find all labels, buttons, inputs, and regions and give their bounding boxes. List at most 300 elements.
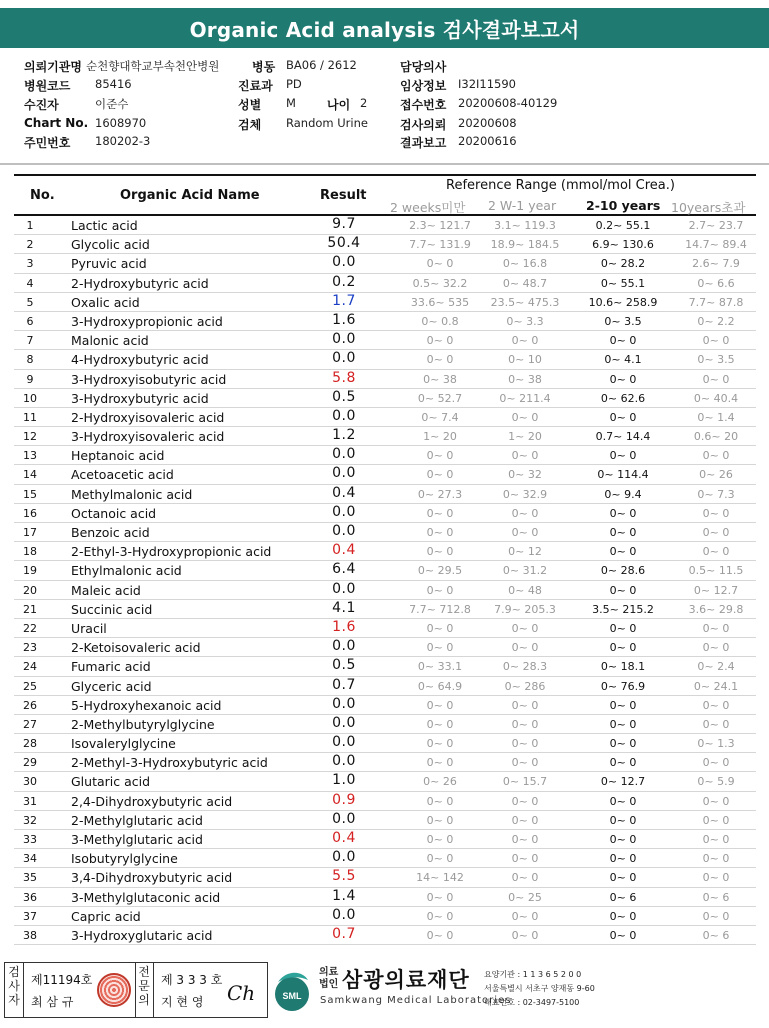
ref-range-title: Reference Range (mmol/mol Crea.) — [446, 178, 675, 193]
ref-range-2w-1y: 0~ 25 — [508, 890, 542, 904]
acid-name: 2-Ethyl-3-Hydroxypropionic acid — [71, 544, 272, 560]
ref-range-under-2w: 0~ 0 — [426, 698, 454, 712]
row-number: 32 — [23, 813, 37, 827]
org-type: 의료 법인 — [319, 967, 339, 990]
acid-name: 2-Ketoisovaleric acid — [71, 640, 201, 656]
ref-range-under-2w: 0~ 29.5 — [417, 564, 463, 578]
ref-range-2w-1y: 0~ 0 — [511, 334, 539, 348]
ref-range-2-10y: 0~ 28.2 — [600, 257, 646, 271]
ref-range-2w-1y: 0~ 28.3 — [502, 660, 548, 674]
acid-name: Uracil — [71, 620, 107, 636]
recipient-value: 이준수 — [95, 97, 129, 111]
org-code: 요양기관 : 1 1 3 6 5 2 0 0 — [484, 970, 582, 979]
ref-range-2-10y: 0~ 0 — [609, 698, 637, 712]
table-header — [14, 174, 756, 216]
result-value: 0.2 — [332, 273, 356, 290]
ref-range-over-10y: 0~ 0 — [702, 621, 730, 635]
row-number: 12 — [23, 430, 37, 444]
ref-range-over-10y: 0~ 0 — [702, 909, 730, 923]
ref-range-2-10y: 0~ 0 — [609, 928, 637, 942]
result-value: 1.0 — [332, 772, 356, 789]
table-row — [14, 408, 756, 427]
ref-range-under-2w: 0~ 0 — [426, 583, 454, 597]
ref-range-over-10y: 0~ 0 — [702, 833, 730, 846]
ref-range-under-2w: 0~ 0 — [426, 852, 454, 866]
ref-range-under-2w: 0~ 0 — [426, 890, 454, 904]
col-no-header: No. — [30, 188, 55, 203]
result-value: 0.0 — [332, 638, 356, 655]
table-row — [14, 370, 756, 389]
row-number: 2 — [26, 238, 34, 252]
result-value: 0.0 — [332, 810, 356, 827]
table-row — [14, 331, 756, 350]
ref-range-2-10y: 0~ 0 — [609, 833, 637, 846]
ref-range-2-10y: 0~ 76.9 — [600, 679, 646, 693]
ref-range-over-10y: 0~ 1.3 — [697, 737, 735, 751]
acid-name: Malonic acid — [71, 333, 149, 349]
ref-range-2w-1y: 0~ 0 — [511, 871, 539, 885]
result-value: 0.5 — [332, 657, 356, 674]
ref-range-2-10y: 0~ 28.6 — [600, 564, 646, 578]
ref-range-under-2w: 14~ 142 — [416, 871, 464, 885]
id-value: 180202-3 — [95, 134, 151, 148]
ref-range-over-10y: 0~ 0 — [702, 717, 730, 731]
acid-name: 5-Hydroxyhexanoic acid — [71, 697, 222, 713]
table-row — [14, 235, 756, 254]
ref-range-under-2w: 0~ 33.1 — [417, 660, 463, 674]
ref-range-over-10y: 0~ 0 — [702, 506, 730, 520]
sml-logo-icon — [272, 968, 312, 1012]
acid-name: Pyruvic acid — [71, 256, 147, 272]
ref-range-under-2w: 0~ 0 — [426, 621, 454, 635]
ref-range-over-10y: 0~ 7.3 — [697, 487, 735, 501]
ref-range-2w-1y: 23.5~ 475.3 — [490, 295, 560, 309]
col-name-header: Organic Acid Name — [120, 188, 260, 203]
row-number: 4 — [26, 276, 34, 290]
acid-name: Glutaric acid — [71, 774, 151, 790]
table-row — [14, 427, 756, 446]
specialist-license: 제 3 3 3 호 — [161, 973, 223, 987]
result-value: 0.0 — [332, 465, 356, 482]
col-result-header: Result — [320, 188, 367, 203]
ref-range-under-2w: 0~ 0 — [426, 641, 454, 655]
ref-range-under-2w: 7.7~ 131.9 — [409, 238, 471, 252]
ref-range-under-2w: 7.7~ 712.8 — [409, 602, 471, 616]
ref-range-2-10y: 0~ 62.6 — [600, 391, 646, 405]
ref-range-2-10y: 0~ 55.1 — [600, 276, 646, 290]
table-row — [14, 504, 756, 523]
result-value: 0.0 — [332, 906, 356, 923]
ref-range-over-10y: 0~ 26 — [699, 468, 733, 482]
table-row — [14, 216, 756, 235]
acid-name: 2-Methyl-3-Hydroxybutyric acid — [71, 755, 268, 771]
acid-name: Capric acid — [71, 908, 141, 924]
ref-range-under-2w: 33.6~ 535 — [410, 295, 470, 309]
row-number: 26 — [23, 698, 37, 712]
acid-name: Benzoic acid — [71, 525, 150, 540]
ref-range-under-2w: 0~ 0 — [426, 717, 454, 731]
id-label: 주민번호 — [24, 136, 71, 150]
ref-range-under-2w: 0~ 64.9 — [417, 679, 463, 693]
chart-label: Chart No. — [24, 116, 89, 130]
result-value: 0.0 — [332, 695, 356, 712]
row-number: 11 — [23, 410, 37, 424]
acid-name: 2-Hydroxyisovaleric acid — [71, 409, 225, 425]
row-number: 33 — [23, 833, 37, 846]
result-value: 0.4 — [332, 830, 356, 846]
acid-name: 2,4-Dihydroxybutyric acid — [71, 793, 233, 809]
ref-range-2-10y: 3.5~ 215.2 — [592, 602, 654, 616]
table-row — [14, 619, 756, 638]
ref-range-2-10y: 0~ 0 — [609, 794, 637, 808]
acid-name: Octanoic acid — [71, 505, 157, 521]
result-value: 0.0 — [332, 446, 356, 463]
result-value: 0.0 — [332, 734, 356, 751]
table-row — [14, 868, 756, 887]
ref-range-under-2w: 0~ 0 — [426, 334, 454, 348]
request-date-label: 검사의뢰 — [400, 118, 447, 132]
ref-range-2w-1y: 0~ 0 — [511, 506, 539, 520]
org-address: 서울특별시 서초구 양재동 9-60 — [484, 984, 595, 993]
acid-name: Fumaric acid — [71, 659, 151, 675]
row-number: 20 — [23, 583, 37, 597]
ref-range-2w-1y: 0~ 211.4 — [499, 391, 551, 405]
ref-range-2-10y: 0~ 0 — [609, 852, 637, 866]
table-row — [14, 542, 756, 561]
ref-range-2w-1y: 0~ 0 — [511, 852, 539, 866]
ref-range-over-10y: 0~ 0 — [702, 698, 730, 712]
sml-logo-text: SML — [282, 991, 302, 1001]
row-number: 9 — [26, 372, 34, 386]
ref-range-over-10y: 0~ 5.9 — [697, 775, 735, 789]
doctor-label: 담당의사 — [400, 60, 447, 74]
row-number: 1 — [26, 219, 34, 232]
ref-range-2-10y: 0~ 0 — [609, 737, 637, 751]
ref-range-under-2w: 0~ 0 — [426, 526, 454, 539]
result-value: 0.0 — [332, 753, 356, 770]
ref-range-2w-1y: 0~ 15.7 — [502, 775, 548, 789]
table-row — [14, 734, 756, 753]
result-value: 4.1 — [332, 599, 356, 616]
ref-range-2w-1y: 0~ 0 — [511, 410, 539, 424]
department-label: 진료과 — [238, 79, 273, 93]
table-row — [14, 926, 756, 945]
accession-value: 20200608-40129 — [458, 96, 558, 110]
ref-range-under-2w: 0~ 0 — [426, 833, 454, 846]
ref-range-over-10y: 2.6~ 7.9 — [692, 257, 740, 271]
age-label: 나이 — [327, 98, 351, 112]
result-value: 1.7 — [332, 292, 356, 309]
acid-name: Glycolic acid — [71, 237, 150, 253]
lab-logo-block — [272, 962, 764, 1018]
table-row — [14, 293, 756, 312]
ref-range-2-10y: 0.7~ 14.4 — [595, 430, 651, 444]
table-row — [14, 888, 756, 907]
signature-box — [4, 962, 268, 1018]
ref-col-3: 2-10 years — [586, 198, 661, 213]
row-number: 24 — [23, 660, 37, 674]
examiner-seal — [97, 973, 131, 1007]
ref-range-over-10y: 0.6~ 20 — [693, 430, 739, 444]
result-value: 0.0 — [332, 407, 356, 424]
ref-range-2-10y: 0~ 0 — [609, 506, 637, 520]
ref-range-2-10y: 0~ 0 — [609, 410, 637, 424]
ref-range-2w-1y: 0~ 32 — [508, 468, 542, 482]
ref-range-2w-1y: 0~ 32.9 — [502, 487, 548, 501]
ref-range-2w-1y: 0~ 0 — [511, 794, 539, 808]
row-number: 15 — [23, 487, 37, 501]
table-row — [14, 657, 756, 676]
row-number: 14 — [23, 468, 37, 482]
ref-range-over-10y: 0~ 0 — [702, 794, 730, 808]
org-phone: 대표번호 : 02-3497-5100 — [484, 998, 580, 1007]
acid-name: 3-Hydroxyglutaric acid — [71, 927, 213, 943]
row-number: 34 — [23, 852, 37, 866]
acid-name: Lactic acid — [71, 218, 138, 233]
ref-range-2-10y: 0~ 0 — [609, 717, 637, 731]
ref-range-2w-1y: 0~ 0 — [511, 928, 539, 942]
ref-range-under-2w: 0~ 7.4 — [421, 410, 459, 424]
result-value: 1.6 — [332, 311, 356, 328]
ref-range-2w-1y: 0~ 0 — [511, 833, 539, 846]
ref-range-2w-1y: 18.9~ 184.5 — [490, 238, 560, 252]
ref-range-over-10y: 3.6~ 29.8 — [688, 602, 744, 616]
result-value: 0.0 — [332, 714, 356, 731]
row-number: 28 — [23, 737, 37, 751]
ref-range-2w-1y: 1~ 20 — [508, 430, 542, 444]
row-number: 30 — [23, 775, 37, 789]
ref-range-over-10y: 0~ 0 — [702, 449, 730, 463]
report-date-label: 결과보고 — [400, 136, 447, 150]
ref-range-under-2w: 0~ 0 — [426, 468, 454, 482]
ref-range-over-10y: 0~ 0 — [702, 334, 730, 348]
org-contact — [484, 968, 595, 1010]
result-value: 5.5 — [332, 868, 356, 885]
ref-range-2-10y: 0~ 6 — [609, 890, 637, 904]
result-value: 1.2 — [332, 427, 356, 444]
result-value: 1.6 — [332, 618, 356, 635]
row-number: 16 — [23, 506, 37, 520]
acid-name: 3-Hydroxypropionic acid — [71, 313, 223, 329]
table-row — [14, 849, 756, 868]
hospital-code-value: 85416 — [95, 77, 132, 91]
ref-range-2-10y: 0~ 0 — [609, 449, 637, 463]
row-number: 29 — [23, 756, 37, 770]
result-value: 0.0 — [332, 580, 356, 597]
ref-range-under-2w: 2.3~ 121.7 — [409, 219, 471, 232]
acid-name: 2-Methylbutyrylglycine — [71, 716, 215, 732]
row-number: 17 — [23, 526, 37, 539]
table-row — [14, 677, 756, 696]
ref-range-2w-1y: 0~ 0 — [511, 717, 539, 731]
ref-range-under-2w: 0~ 0 — [426, 353, 454, 367]
result-value: 0.7 — [332, 676, 356, 693]
table-row — [14, 350, 756, 369]
ref-range-2-10y: 0~ 0 — [609, 583, 637, 597]
table-row — [14, 254, 756, 273]
ref-range-over-10y: 0~ 6 — [702, 928, 730, 942]
ref-range-2-10y: 0~ 9.4 — [604, 487, 642, 501]
ref-range-2w-1y: 0~ 3.3 — [506, 314, 544, 328]
ref-col-4: 10years초과 — [671, 200, 746, 215]
ref-range-over-10y: 0~ 40.4 — [693, 391, 739, 405]
specialist-signature: Ch — [227, 981, 256, 1005]
ref-range-under-2w: 0~ 52.7 — [417, 391, 463, 405]
sex-label: 성별 — [238, 98, 262, 112]
table-row — [14, 312, 756, 331]
row-number: 5 — [26, 295, 34, 309]
row-number: 38 — [23, 928, 37, 942]
ref-range-under-2w: 0~ 0 — [426, 737, 454, 751]
row-number: 6 — [26, 314, 34, 328]
ref-range-over-10y: 0~ 12.7 — [693, 583, 739, 597]
table-row — [14, 830, 756, 849]
requester-label: 의뢰기관명 — [24, 60, 82, 74]
examiner-label: 검사자 — [8, 965, 20, 1007]
ward-value: BA06 / 2612 — [286, 58, 357, 72]
acid-name: Acetoacetic acid — [71, 467, 174, 483]
ref-range-under-2w: 0~ 0 — [426, 756, 454, 770]
table-row — [14, 811, 756, 830]
row-number: 37 — [23, 909, 37, 923]
ref-range-2w-1y: 0~ 0 — [511, 737, 539, 751]
ref-range-2w-1y: 0~ 0 — [511, 813, 539, 827]
ref-range-2w-1y: 0~ 0 — [511, 698, 539, 712]
ref-range-2-10y: 0~ 0 — [609, 909, 637, 923]
ref-range-under-2w: 0~ 0 — [426, 909, 454, 923]
chart-value: 1608970 — [95, 116, 147, 130]
result-value: 0.7 — [332, 925, 356, 942]
ref-range-2-10y: 0~ 0 — [609, 526, 637, 539]
ref-range-over-10y: 0~ 0 — [702, 813, 730, 827]
acid-name: 3-Methylglutaric acid — [71, 832, 203, 847]
ref-range-2w-1y: 0~ 0 — [511, 641, 539, 655]
ref-range-under-2w: 0~ 0 — [426, 545, 454, 559]
ref-range-2-10y: 0~ 0 — [609, 334, 637, 348]
ref-range-over-10y: 0~ 0 — [702, 372, 730, 386]
ref-range-over-10y: 0~ 2.2 — [697, 314, 735, 328]
ref-range-over-10y: 14.7~ 89.4 — [685, 238, 747, 252]
report-date-value: 20200616 — [458, 134, 517, 148]
ref-range-under-2w: 0~ 0 — [426, 813, 454, 827]
acid-name: Isobutyrylglycine — [71, 851, 178, 867]
acid-name: 3-Hydroxyisobutyric acid — [71, 371, 227, 387]
acid-name: Heptanoic acid — [71, 448, 165, 464]
row-number: 35 — [23, 871, 37, 885]
table-row — [14, 600, 756, 619]
ref-range-over-10y: 0~ 24.1 — [693, 679, 739, 693]
result-value: 0.0 — [332, 350, 356, 367]
acid-name: Isovalerylglycine — [71, 736, 176, 752]
table-row — [14, 792, 756, 811]
ref-range-over-10y: 0~ 6.6 — [697, 276, 735, 290]
result-value: 9.7 — [332, 216, 356, 232]
ref-range-under-2w: 1~ 20 — [423, 430, 457, 444]
result-value: 0.4 — [332, 542, 356, 559]
ref-range-2w-1y: 0~ 48.7 — [502, 276, 548, 290]
ref-range-2w-1y: 0~ 10 — [508, 353, 542, 367]
row-number: 8 — [26, 353, 34, 367]
acid-name: 2-Hydroxybutyric acid — [71, 275, 209, 291]
row-number: 25 — [23, 679, 37, 693]
table-row — [14, 907, 756, 926]
ref-range-over-10y: 0~ 0 — [702, 871, 730, 885]
table-body — [14, 216, 756, 945]
acid-name: 3,4-Dihydroxybutyric acid — [71, 870, 233, 886]
ref-range-2-10y: 0~ 4.1 — [604, 353, 642, 367]
row-number: 31 — [23, 794, 37, 808]
recipient-label: 수진자 — [24, 98, 59, 112]
acid-name: Methylmalonic acid — [71, 486, 193, 502]
report-footer — [0, 962, 769, 1022]
requester-value: 순천향대학교부속천안병원 — [86, 59, 220, 73]
table-row — [14, 446, 756, 465]
table-row — [14, 753, 756, 772]
ref-range-over-10y: 0~ 3.5 — [697, 353, 735, 367]
result-value: 0.9 — [332, 791, 356, 808]
row-number: 21 — [23, 602, 37, 616]
ref-range-under-2w: 0~ 0 — [426, 928, 454, 942]
result-value: 0.4 — [332, 484, 356, 501]
ward-label: 병동 — [252, 60, 276, 74]
table-row — [14, 638, 756, 657]
ref-range-over-10y: 0~ 0 — [702, 641, 730, 655]
acid-name: 3-Methylglutaconic acid — [71, 889, 221, 905]
result-value: 0.0 — [332, 503, 356, 520]
ref-range-2-10y: 0.2~ 55.1 — [595, 219, 651, 232]
specimen-label: 검체 — [238, 118, 262, 132]
acid-name: 4-Hydroxybutyric acid — [71, 352, 209, 368]
report-title: Organic Acid analysis 검사결과보고서 — [0, 8, 769, 48]
ref-range-over-10y: 0~ 0 — [702, 756, 730, 770]
ref-range-under-2w: 0~ 0 — [426, 257, 454, 271]
table-row — [14, 715, 756, 734]
row-number: 13 — [23, 449, 37, 463]
ref-range-under-2w: 0~ 38 — [423, 372, 457, 386]
table-row — [14, 274, 756, 293]
ref-range-over-10y: 0~ 6 — [702, 890, 730, 904]
results-table — [14, 174, 756, 945]
acid-name: 2-Methylglutaric acid — [71, 812, 203, 828]
clinical-value: I32I11590 — [458, 77, 516, 91]
row-number: 7 — [26, 334, 34, 348]
row-number: 3 — [26, 257, 34, 271]
table-row — [14, 389, 756, 408]
row-number: 23 — [23, 641, 37, 655]
table-row — [14, 485, 756, 504]
ref-range-over-10y: 0.5~ 11.5 — [688, 564, 744, 578]
result-value: 6.4 — [332, 561, 356, 578]
row-number: 27 — [23, 717, 37, 731]
row-number: 22 — [23, 621, 37, 635]
ref-range-2w-1y: 0~ 0 — [511, 526, 539, 539]
ref-range-2w-1y: 0~ 48 — [508, 583, 542, 597]
ref-range-2-10y: 0~ 0 — [609, 756, 637, 770]
table-row — [14, 523, 756, 542]
department-value: PD — [286, 77, 302, 91]
acid-name: 3-Hydroxyisovaleric acid — [71, 429, 225, 445]
ref-range-2-10y: 6.9~ 130.6 — [592, 238, 654, 252]
ref-range-2-10y: 0~ 12.7 — [600, 775, 646, 789]
result-value: 0.0 — [332, 849, 356, 866]
ref-range-2-10y: 10.6~ 258.9 — [588, 295, 658, 309]
clinical-label: 임상정보 — [400, 79, 447, 93]
ref-range-2w-1y: 0~ 286 — [504, 679, 546, 693]
examiner-license: 제11194호 — [31, 973, 93, 987]
ref-range-under-2w: 0~ 26 — [423, 775, 457, 789]
ref-range-under-2w: 0~ 0 — [426, 794, 454, 808]
result-value: 0.5 — [332, 388, 356, 405]
